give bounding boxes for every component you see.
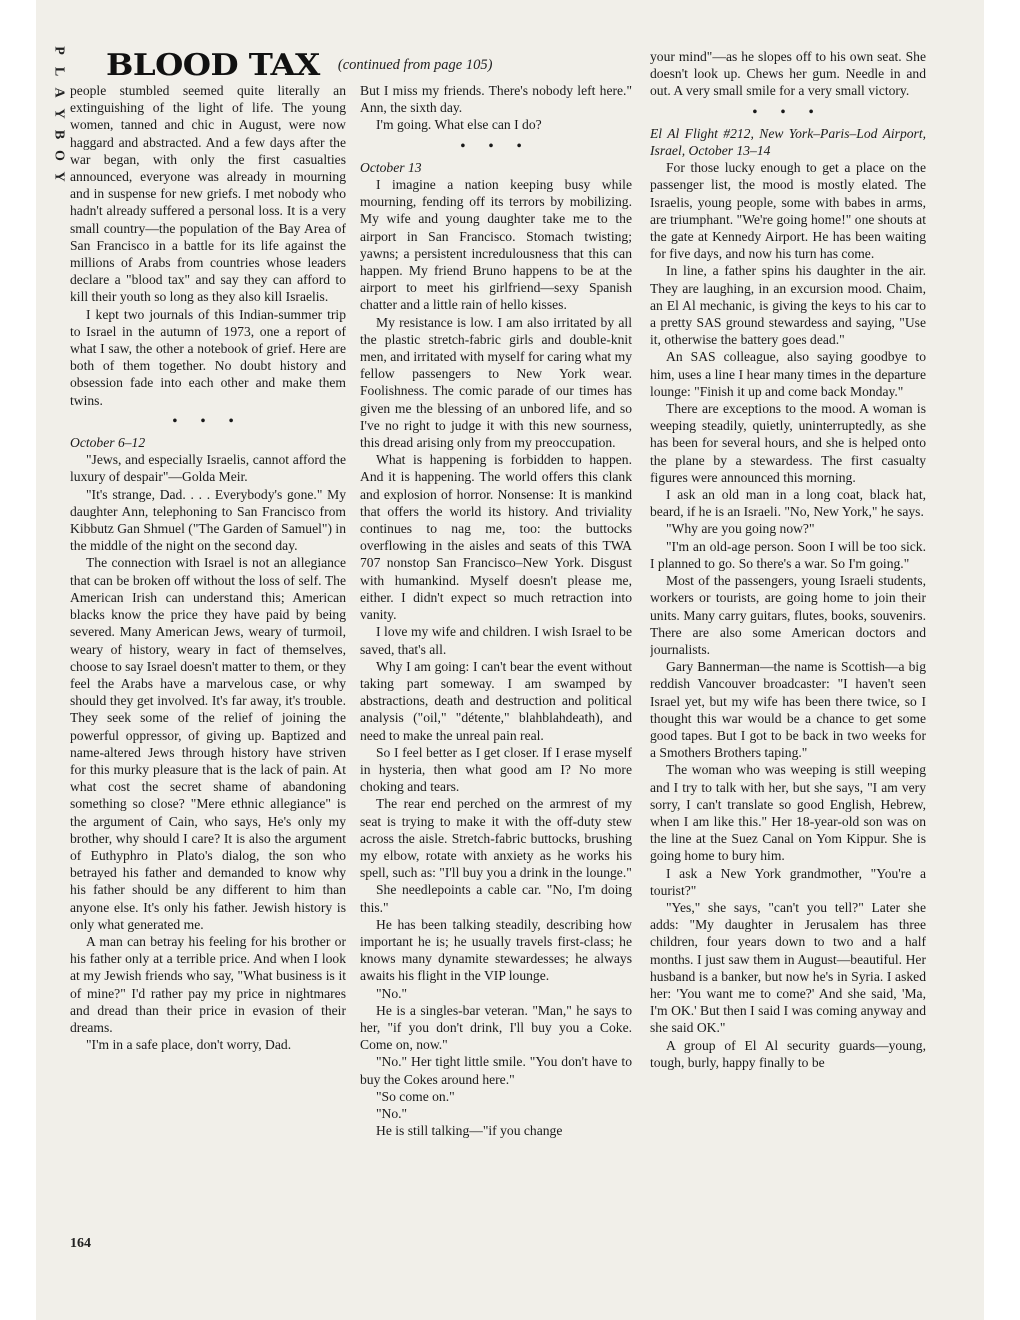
paragraph: I love my wife and children. I wish Israel to be saved, that's all. — [360, 624, 632, 657]
section-divider: • • • — [172, 412, 244, 428]
playboy-vertical-brand — [46, 40, 72, 210]
paragraph: For those lucky enough to get a place on the passenger list, the mood is mostly elated. The Israelis, young people, some with babes in arms, are triumphant. "We're going home!" one shouts at the gate at Kennedy Airport. He has been waiting for five days, and now his turn has come. — [650, 160, 926, 262]
paragraph: I ask a New York grandmother, "You're a tourist?" — [650, 865, 926, 898]
brand-letter: A — [51, 87, 67, 98]
paragraph: An SAS colleague, also saying goodbye to him, uses a line I hear many times in the departure lounge: "Finish it up and come back Monday." — [650, 349, 926, 399]
paragraph: He is still talking—"if you change — [376, 1123, 563, 1139]
paragraph: your mind"—as he slopes off to his own seat. She doesn't look up. Chews her gum. Needle in and out. A very small smile for a very small victory. — [650, 49, 926, 99]
section-divider: • • • — [752, 103, 824, 119]
paragraph: There are exceptions to the mood. A woman is weeping steadily, quietly, uninterruptedly, as she has been for several hours, and she is helped onto the plane by a stewardess. The first casualty figures were announced this morning. — [650, 401, 926, 485]
paragraph: A group of El Al security guards—young, tough, burly, happy finally to be — [650, 1037, 926, 1070]
paragraph: In line, a father spins his daughter in the air. They are laughing, in an excursion mood. Chaim, an El Al mechanic, is giving the keys to his car to a pretty SAS ground stewardess and saying, "Use it, otherwise the battery goes dead." — [650, 263, 926, 348]
paragraph: A man can betray his feeling for his brother or his father only at a terrible price. And when I look at my Jewish friends who say, "What business is it of mine?" I'd rather pay my price in nightmares and dread than their price in evasion of their dreams. — [70, 933, 346, 1035]
paragraph: What is happening is forbidden to happen. And it is happening. The world offers this clank and explosion of horror. Nonsense: It is mankind that offers the world its history. And triviality continues to nag me, too: the buttocks overflowing in the aisles and seats of this TWA 707 nonstop San Francisco–New York. Disgust with humankind. Myself doesn't please me, either. I didn't expect so much retraction into vanity. — [360, 452, 632, 623]
paragraph: I kept two journals of this Indian-summer trip to Israel in the autumn of 1973, one a report of what I saw, the other a notebook of grief. Here are both of them together. No doubt history and obsession fade into each other and make them twins. — [70, 306, 346, 408]
dateline: October 13 — [360, 159, 422, 175]
paragraph: I imagine a nation keeping busy while mourning, fending off its terrors by mobilizing. My wife and young daughter take me to the airport in San Francisco. Stomach twisting; yawns; a persistent incredulousness that this can happen. My friend Bruno happens to be at the airport to meet his girlfriend—sexy Spanish chatter and a little rain of hello kisses. — [360, 177, 632, 313]
paragraph: Most of the passengers, young Israeli students, workers or tourists, are going home to join their units. Many carry guitars, flutes, books, souvenirs. There are also some American doctors and journalists. — [650, 573, 926, 657]
brand-letter: P — [51, 46, 67, 55]
paragraph: The woman who was weeping is still weeping and I try to talk with her, but she says, "I am very sorry, I can't translate so good English, Hebrew, when I am like this." Her 18-year-old son was on the line at the Suez Canal on Yom Kippur. She is going home to bury him. — [650, 762, 926, 864]
paragraph: He is a singles-bar veteran. "Man," he says to her, "if you don't drink, I'll buy you a Coke. Come on, now." — [360, 1002, 632, 1053]
section-divider: • • • — [460, 137, 532, 153]
paragraph: But I miss my friends. There's nobody left here." Ann, the sixth day. — [360, 83, 632, 116]
brand-letter: O — [51, 150, 67, 161]
paragraph: I'm going. What else can I do? — [376, 117, 542, 133]
paragraph: My resistance is low. I am also irritated by all the plastic stretch-fabric girls and double-knit men, and irritated with myself for caring what my fellow passengers to New York wear. Foolishness. The comic parade of our times has given me the blessing of an unbored life, and so I've no right to judge it with this new sourness, this dread arising only from my preoccupation. — [360, 314, 632, 451]
paragraph: I ask an old man in a long coat, black hat, beard, if he is an Israeli. "No, New York," he says. — [650, 487, 926, 520]
paragraph: "It's strange, Dad. . . . Everybody's gone." My daughter Ann, telephoning to San Francisco from Kibbutz Gan Shmuel ("The Garden of Samuel") in the middle of the night on the second day. — [70, 486, 346, 554]
text-column-3 — [650, 48, 926, 1278]
paragraph: "No." — [376, 1105, 408, 1121]
paragraph: "So come on." — [376, 1088, 455, 1104]
paragraph: The rear end perched on the armrest of my seat is trying to make it with the off-duty stew across the aisle. Stretch-fabric buttocks, brushing my elbow, rotate with anxiety as he works his spell, such as: "I'll buy you a drink in the lounge." — [360, 796, 632, 881]
paragraph: He has been talking steadily, describing how important he is; he usually travels first-class; he knows many dynamite stewardesses; he always awaits his flight in the VIP lounge. — [360, 916, 632, 984]
dateline: October 6–12 — [70, 435, 146, 451]
paragraph: "I'm in a safe place, don't worry, Dad. — [86, 1037, 292, 1053]
dateline: El Al Flight #212, New York–Paris–Lod Airport, Israel, October 13–14 — [650, 125, 926, 159]
paragraph: Why I am going: I can't bear the event without taking part someway. I am swamped by abstractions, death and destruction and political analysis ("oil," "détente," blahblahdeath), and need to make the unreal pain real. — [360, 658, 632, 743]
page-number: 164 — [70, 1236, 91, 1251]
paragraph: "I'm an old-age person. Soon I will be too sick. I planned to go. So there's a war. So I'm going." — [650, 538, 926, 571]
brand-letter: Y — [51, 171, 67, 182]
continued-note: (continued from page 105) — [337, 57, 493, 73]
brand-letter: B — [51, 129, 67, 140]
text-column-1 — [70, 82, 346, 1272]
paragraph: She needlepoints a cable car. "No, I'm doing this." — [360, 882, 632, 915]
paragraph: Gary Bannerman—the name is Scottish—a big reddish Vancouver broadcaster: "I haven't seen Israel yet, but my wife has been there twice, so I thought this war would be a chance to get some good tapes. But I got to be back in two weeks for a Smothers Brothers taping." — [650, 659, 926, 761]
paragraph: people stumbled seemed quite literally an extinguishing of the light of life. The young women, tanned and chic in August, were now haggard and abstracted. And a few days after the war began, with only the first casualties announced, everyone was already in mourning and in suspense for new griefs. I met nobody who hadn't already suffered a personal loss. It is a very small country—the population of the Bay Area of San Francisco in a battle for its life against the millions of Arabs from countries whose leaders declare a "blood tax" and say they can afford to kill their youth so long as they also kill Israelis. — [70, 83, 346, 305]
paragraph: "No." — [376, 985, 408, 1001]
paragraph: "Why are you going now?" — [666, 521, 815, 537]
paragraph: "Jews, and especially Israelis, cannot afford the luxury of despair"—Golda Meir. — [70, 452, 346, 485]
paragraph: "No." Her tight little smile. "You don't have to buy the Cokes around here." — [360, 1054, 632, 1087]
paragraph: "Yes," she says, "can't you tell?" Later she adds: "My daughter in Jerusalem has three children, four years down to two and a half months. I just saw them in August—beautiful. Her husband is a banker, but now he's in Syria. I asked her: 'You want me to come?' And she said, 'Ma, I'm OK.' But then I said I was coming anyway and she said OK." — [650, 899, 926, 1036]
brand-letter: L — [51, 66, 67, 77]
paragraph: The connection with Israel is not an allegiance that can be broken off without the loss of self. The American Irish can understand this; American blacks know the price they have paid by being severed. Many American Jews, weary of turmoil, weary of history, weary in fact of themselves, choose to say Israel doesn't matter to them, or they feel the Arabs have a marvelous case, or why should they get involved. It's far away, it's trouble. They seek some of the relief of joining the powerful oppressor, of giving up. Baptized and name-altered Jews through history have striven for this murky pleasure that is the lack of pain. At what cost the secret shame of abandoning something so close? "Mere ethnic allegiance" is the argument of Cain, who says, He's only my brother, why should I care? It is also the argument of Euthyphro in Plato's dialog, the son who betrayed his father and demanded to know why his father should be any different to him than anyone else. It's only his father. Jewish history is only what generated me. — [70, 555, 346, 932]
paragraph: So I feel better as I get closer. If I erase myself in hysteria, then what good am I? No more choking and tears. — [360, 744, 632, 795]
text-column-2 — [360, 82, 632, 1272]
article-title: BLOOD TAX — [106, 48, 320, 83]
brand-letter: Y — [51, 108, 67, 119]
